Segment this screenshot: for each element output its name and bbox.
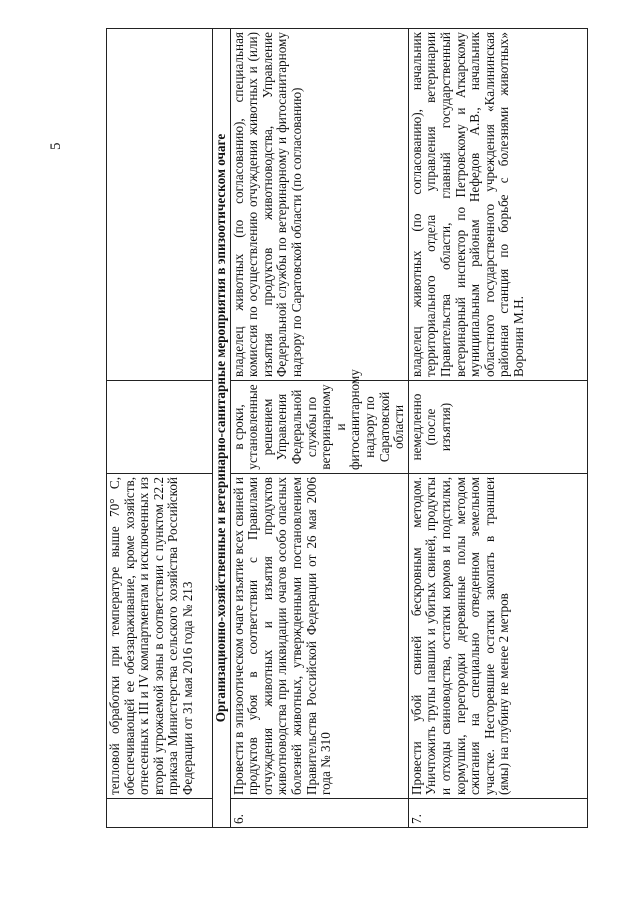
responsible-cell [107,29,213,381]
measure-cell: Провести в эпизоотическом очаге изъятие всех свиней и продуктов убоя в соответствии с Правилами отчуждения животных и изъятия продуктов животноводства при ликвидации очагов особо опасных болезней животных, утвержденными постановлением Правительства Российской Федерации от 26 мая 2006 года № 310 [230,474,408,799]
row-number-cell: 6. [230,799,408,828]
term-cell: немедленно (после изъятия) [408,381,587,474]
table-row [408,29,587,828]
page-number: 5 [48,142,64,150]
section-title: Организационно-хозяйственные и ветеринарно-санитарные мероприятия в эпизоотическом очаге [213,29,231,828]
measure-cell: тепловой обработки при температуре выше 70° С, обеспечивающей ее обеззараживание, кроме хозяйств, отнесенных к III и IV компартментам и исключенных из второй угрожаемой зоны в соответствии с пунктом 22.2 приказа Министерства сельского хозяйства Российской Федерации от 31 мая 2016 года № 213 [107,474,213,799]
responsible-cell: владелец животных (по согласованию), начальник территориального отдела управления ветеринарии Правительства области, главный государственный ветеринарный инспектор по Петровскому и Аткарскому муниципальным районам Нефедов А.В., начальник областного государственного учреждения «Калининская районная станция по борьбе с болезнями животных» Воронин М.Н. [408,29,587,381]
row-number-cell [107,799,213,828]
measure-cell: Провести убой свиней бескровным методом. Уничтожить трупы павших и убитых свиней, продукты и отходы свиноводства, остатки кормов и подстилки, кормушки, перегородки деревянные полы методом сжигания на специально отведенном земельном участке. Несгоревшие остатки закопать в траншеи (ямы) на глубину не менее 2 метров [408,474,587,799]
table-row [230,29,408,828]
section-header-row [213,29,231,828]
term-cell: в сроки, установленные решением Управления Федеральной службы по ветеринарному и фитосанитарному надзору по Саратовской области [230,381,408,474]
term-cell [107,381,213,474]
row-number-cell: 7. [408,799,587,828]
measures-table [106,28,588,828]
measures-table-rotated [106,28,601,828]
table-row [107,29,213,828]
responsible-cell: владелец животных (по согласованию), специальная комиссия по осуществлению отчуждения животных и (или) изъятия продуктов животноводства, Управление Федеральной службы по ветеринарному и фитосанитарному надзору по Саратовской области (по согласованию) [230,29,408,381]
